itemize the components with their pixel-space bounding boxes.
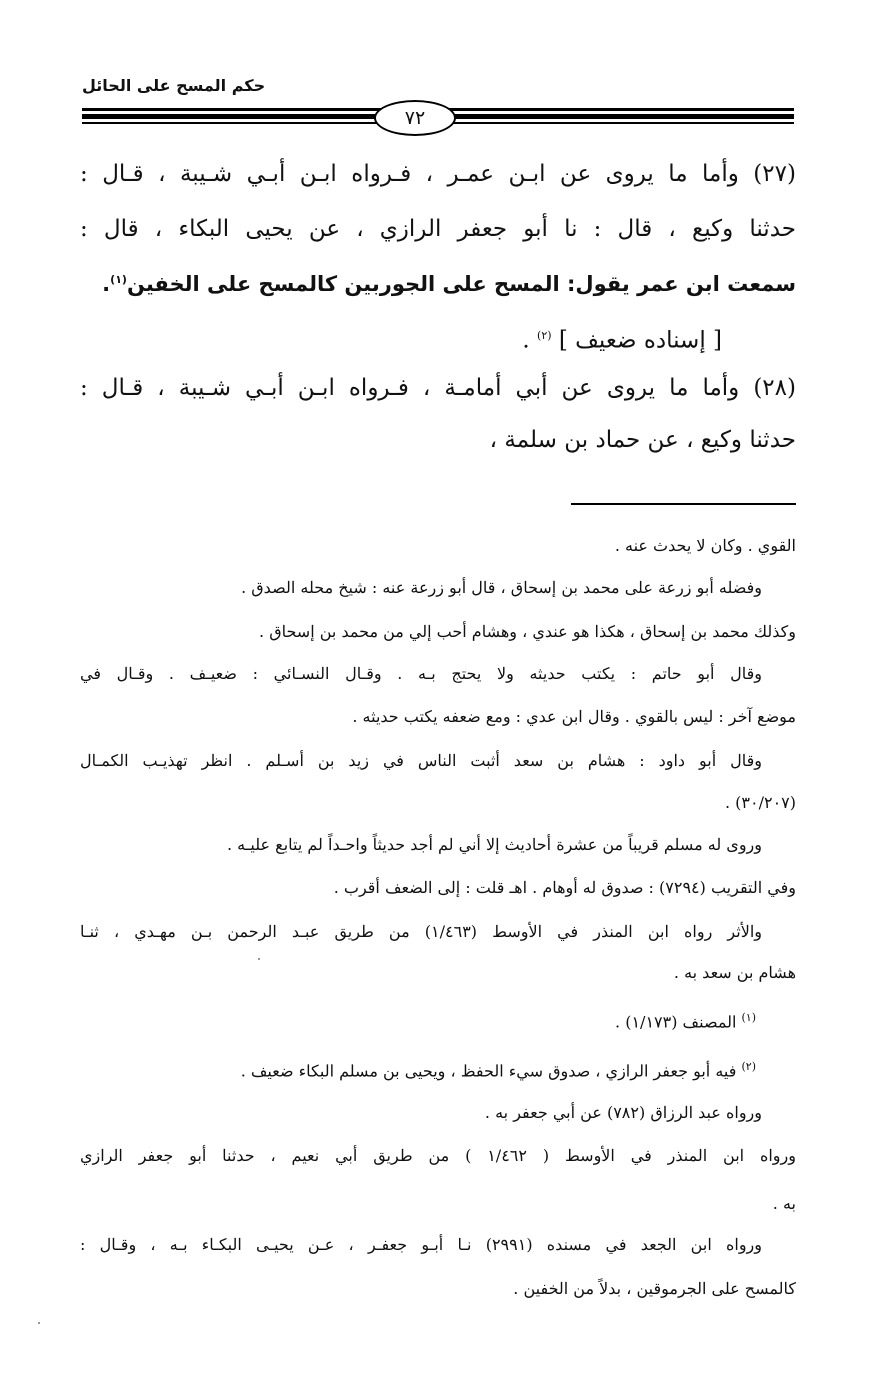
footnote-line: هشام بن سعد به . (673, 963, 796, 982)
main-line: حدثنا وكيع ، عن حماد بن سلمة ، (489, 427, 796, 453)
scan-speck (38, 1322, 40, 1324)
footnote-ref-2: (٢) (537, 329, 552, 342)
footnote-line: وقال أبو حاتم : يكتب حديثه ولا يحتج بـه . وقـال النسـائي : ضعيـف . وقـال في (80, 664, 762, 683)
footnote-line: وفضله أبو زرعة على محمد بن إسحاق ، قال أبو زرعة عنه : شيخ محله الصدق . (241, 578, 762, 597)
footnote-2-text: فيه أبو جعفر الرازي ، صدوق سيء الحفظ ، ويحيى بن مسلم البكاء ضعيف . (240, 1061, 737, 1081)
main-line: (٢٧) وأما ما يروى عن ابـن عمـر ، فـرواه ابـن أبـي شـيبة ، قـال : (80, 161, 796, 187)
main-line-grading (80, 314, 796, 358)
footnote-line: وفي التقريب (٧٢٩٤) : صدوق له أوهام . اهـ قلت : إلى الضعف أقرب . (333, 878, 796, 897)
footnote-1 (80, 1003, 796, 1033)
footnote-line: ورواه ابن المنذر في الأوسط ( ١/٤٦٢ ) من طريق أبي نعيم ، حدثنا أبو جعفر الرازي (80, 1146, 796, 1165)
footnote-line: ورواه ابن الجعد في مسنده (٢٩٩١) نـا أبـو جعفـر ، عـن يحيـى البكـاء بـه ، وقـال : (80, 1235, 762, 1254)
main-line: (٢٨) وأما ما يروى عن أبي أمامـة ، فـرواه ابـن أبـي شـيبة ، قـال : (80, 375, 796, 401)
footnote-line: كالمسح على الجرموقين ، بدلاً من الخفين . (513, 1279, 796, 1298)
footnote-line: وكذلك محمد بن إسحاق ، هكذا هو عندي ، وهشام أحب إلي من محمد بن إسحاق . (259, 622, 796, 641)
footnote-line: به . (772, 1194, 796, 1213)
running-title: حكم المسح على الحائل (82, 76, 266, 95)
footnote-line: ورواه عبد الرزاق (٧٨٢) عن أبي جعفر به . (484, 1103, 762, 1122)
main-line: حدثنا وكيع ، قال : نا أبو جعفر الرازي ، عن يحيى البكاء ، قال : (80, 216, 796, 242)
footnote-line: والأثر رواه ابن المنذر في الأوسط (١/٤٦٣) من طريق عبـد الرحمن بـن مهـدي ، ثنـا (80, 922, 762, 941)
footnote-line: وروى له مسلم قريباً من عشرة أحاديث إلا أني لم أجد حديثاً واحـداً لم يتابع عليـه . (226, 835, 762, 854)
page-number-text: ٧٢ (404, 107, 426, 129)
quote-text: سمعت ابن عمر يقول: المسح على الجوربين كالمسح على الخفين (126, 272, 796, 296)
footnote-line: القوي . وكان لا يحدث عنه . (614, 536, 796, 555)
footnote-mark-2: (٢) (741, 1060, 756, 1073)
footnote-line: موضع آخر : ليس بالقوي . وقال ابن عدي : ومع ضعفه يكتب حديثه . (352, 707, 796, 726)
footnote-mark-1: (١) (741, 1011, 756, 1024)
grading-text: [ إسناده ضعيف ] (558, 327, 722, 354)
grading-period: . (522, 327, 530, 354)
footnote-separator (571, 503, 796, 505)
main-line-quote (80, 258, 796, 302)
footnote-2 (80, 1052, 796, 1082)
footnote-ref-1: (١) (110, 273, 127, 286)
footnote-line: (٣٠/٢٠٧) . (724, 793, 796, 812)
page-number (374, 100, 456, 136)
footnote-1-text: المصنف (١/١٧٣) . (615, 1012, 737, 1032)
quote-period: . (102, 272, 111, 296)
scan-speck (258, 958, 260, 960)
footnote-line: وقال أبو داود : هشام بن سعد أثبت الناس في زيد بن أسـلم . انظر تهذيـب الكمـال (80, 751, 762, 770)
